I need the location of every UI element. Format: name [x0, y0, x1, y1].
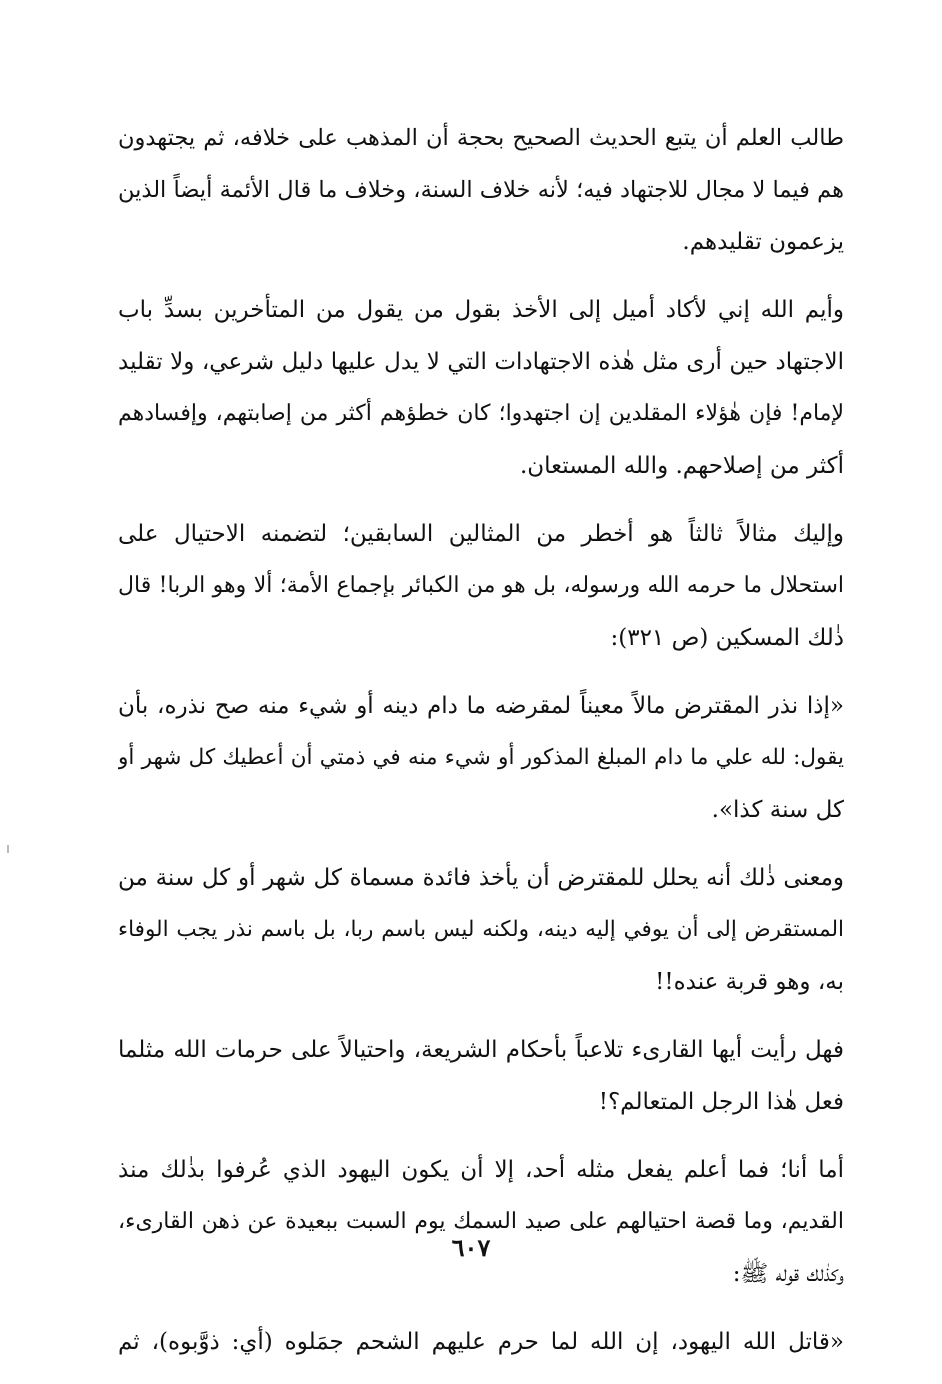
text-line: لإمام! فإن هٰؤلاء المقلدين إن اجتهدوا؛ كان خطؤهم أكثر من إصابتهم، وإفسادهم	[118, 401, 844, 426]
text-line: أكثر من إصلاحهم. والله المستعان.	[519, 453, 844, 479]
text-line: هم فيما لا مجال للاجتهاد فيه؛ لأنه خلاف السنة، وخلاف ما قال الأئمة أيضاً الذين	[118, 177, 844, 203]
scan-artifact	[7, 845, 9, 853]
paragraph	[118, 1024, 844, 1128]
text-line: فعل هٰذا الرجل المتعالم؟!	[598, 1089, 844, 1115]
text-line: «إذا نذر المقترض مالاً معيناً لمقرضه ما دام دينه أو شيء منه صح نذره، بأن	[118, 693, 844, 719]
text-line: وإليك مثالاً ثالثاً هو أخطر من المثالين السابقين؛ لتضمنه الاحتيال على	[118, 521, 844, 547]
text-line: وكذٰلك قوله ﷺ:	[732, 1261, 844, 1287]
text-line: كل سنة كذا».	[711, 797, 844, 823]
text-line: يقول: لله علي ما دام المبلغ المذكور أو شيء منه في ذمتي أن أعطيك كل شهر أو	[118, 745, 844, 770]
paragraph	[118, 284, 844, 492]
text-line: الاجتهاد حين أرى مثل هٰذه الاجتهادات التي لا يدل عليها دليل شرعي، ولا تقليد	[118, 349, 844, 375]
text-line: أما أنا؛ فما أعلم يفعل مثله أحد، إلا أن يكون اليهود الذي عُرفوا بذٰلك منذ	[118, 1157, 844, 1183]
body-text	[118, 112, 844, 1384]
paragraph	[118, 1144, 844, 1300]
paragraph	[118, 1316, 844, 1368]
text-line: ومعنى ذٰلك أنه يحلل للمقترض أن يأخذ فائدة مسماة كل شهر أو كل سنة من	[118, 865, 844, 891]
text-line: المستقرض إلى أن يوفي إليه دينه، ولكنه ليس باسم ربا، بل باسم نذر يجب الوفاء	[118, 917, 844, 942]
text-line: فهل رأيت أيها القارىء تلاعباً بأحكام الشريعة، واحتيالاً على حرمات الله مثلما	[118, 1037, 844, 1063]
text-line: القديم، وما قصة احتيالهم على صيد السمك يوم السبت ببعيدة عن ذهن القارىء،	[118, 1209, 844, 1234]
text-line: به، وهو قربة عنده!!	[655, 969, 844, 995]
paragraph	[118, 852, 844, 1008]
text-line: طالب العلم أن يتبع الحديث الصحيح بحجة أن المذهب على خلافه، ثم يجتهدون	[118, 125, 844, 151]
paragraph	[118, 680, 844, 836]
text-line: استحلال ما حرمه الله ورسوله، بل هو من الكبائر بإجماع الأمة؛ ألا وهو الربا! قال	[118, 573, 844, 598]
text-line: وأيم الله إني لأكاد أميل إلى الأخذ بقول من يقول من المتأخرين بسدِّ باب	[118, 297, 844, 323]
text-line: يزعمون تقليدهم.	[682, 229, 844, 255]
paragraph	[118, 112, 844, 268]
page-number: ٦٠٧	[451, 1233, 491, 1262]
paragraph	[118, 508, 844, 664]
text-line: ذٰلك المسكين (ص ٣٢١):	[610, 625, 844, 651]
text-line: «قاتل الله اليهود، إن الله لما حرم عليهم الشحم جمَلوه (أي: ذوَّبوه)، ثم	[118, 1329, 844, 1355]
